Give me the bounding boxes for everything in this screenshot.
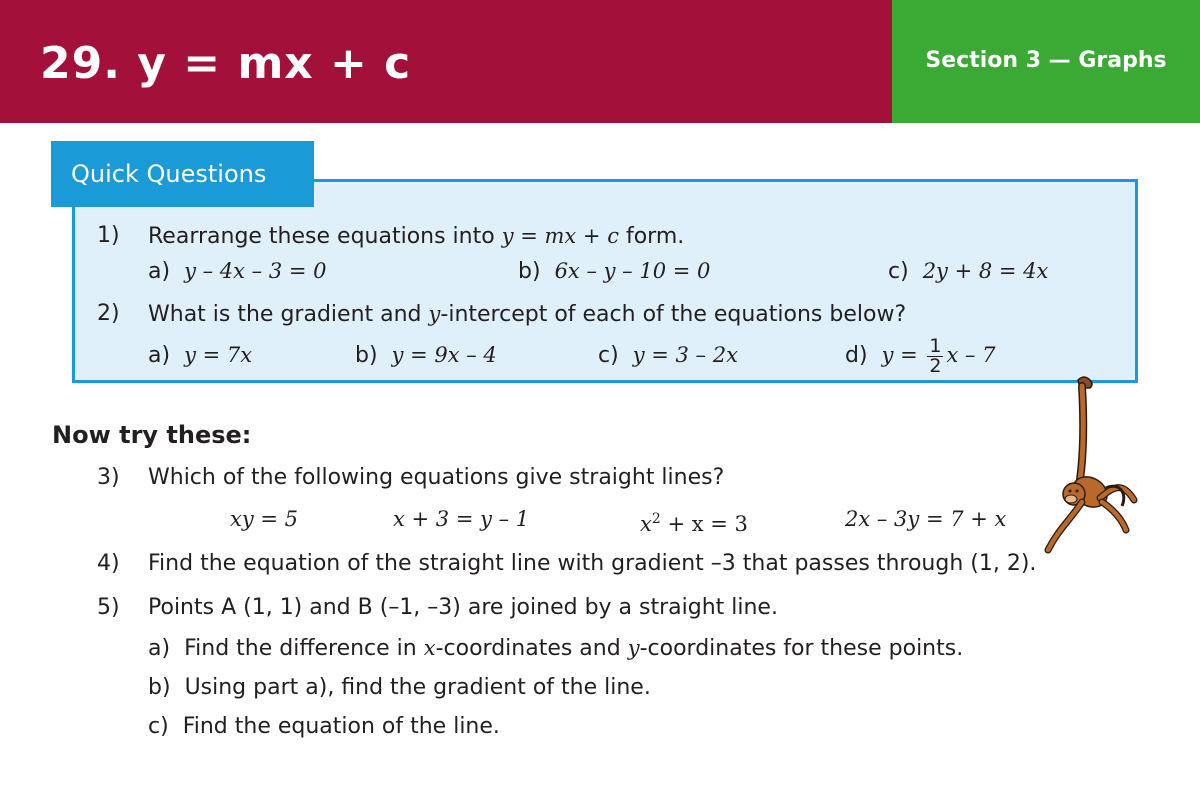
q2-part-d: d) y = $\frac{1}{2}$ x – 7 bbox=[845, 334, 996, 377]
question-number: 3) bbox=[97, 465, 120, 490]
question-5-text: Points A (1, 1) and B (–1, –3) are joined by a straight line. bbox=[148, 595, 778, 620]
q2-part-b: b) y = 9x – 4 bbox=[355, 343, 497, 368]
question-number: 2) bbox=[97, 301, 120, 326]
q5-part-a: a) Find the difference in x-coordinates and y-coordinates for these points. bbox=[148, 636, 964, 661]
question-text: Rearrange these equations into bbox=[148, 224, 502, 249]
q1-part-c: c) 2y + 8 = 4x bbox=[888, 259, 1049, 284]
question-number: 1) bbox=[97, 223, 120, 248]
section-label: Section 3 — Graphs bbox=[925, 48, 1167, 73]
q2-part-c: c) y = 3 – 2x bbox=[598, 343, 738, 368]
header-bar bbox=[0, 0, 1200, 123]
equation-option: 2x – 3y = 7 + x bbox=[845, 507, 1007, 531]
q5-part-c: c) Find the equation of the line. bbox=[148, 714, 500, 739]
question-4-text: Find the equation of the straight line with gradient –3 that passes through (1, 2). bbox=[148, 551, 1037, 576]
q5-part-b: b) Using part a), find the gradient of the line. bbox=[148, 675, 651, 700]
quick-questions-tab: Quick Questions bbox=[51, 141, 314, 207]
question-number: 4) bbox=[97, 551, 120, 576]
equation-option: x + 3 = y – 1 bbox=[393, 507, 530, 531]
math-expression: y = mx + c bbox=[501, 224, 619, 248]
question-3-text: Which of the following equations give straight lines? bbox=[148, 465, 725, 490]
section-heading: Now try these: bbox=[52, 421, 252, 449]
question-1-text bbox=[148, 221, 684, 252]
question-2-text: What is the gradient and y-intercept of each of the equations below? bbox=[148, 302, 907, 327]
monkey-icon bbox=[1022, 370, 1142, 570]
equation-option: xy = 5 bbox=[230, 507, 299, 531]
fraction: $\frac{1}{2}$ bbox=[929, 334, 942, 377]
page-title: 29. y = mx + c bbox=[40, 38, 412, 89]
q2-part-a: a) y = 7x bbox=[148, 343, 253, 368]
equation-option: $x^2 + x = 3$ bbox=[640, 511, 748, 536]
question-number: 5) bbox=[97, 595, 120, 620]
q1-part-a: a) y – 4x – 3 = 0 bbox=[148, 259, 327, 284]
q1-part-b: b) 6x – y – 10 = 0 bbox=[518, 259, 711, 284]
question-text: form. bbox=[618, 224, 685, 249]
